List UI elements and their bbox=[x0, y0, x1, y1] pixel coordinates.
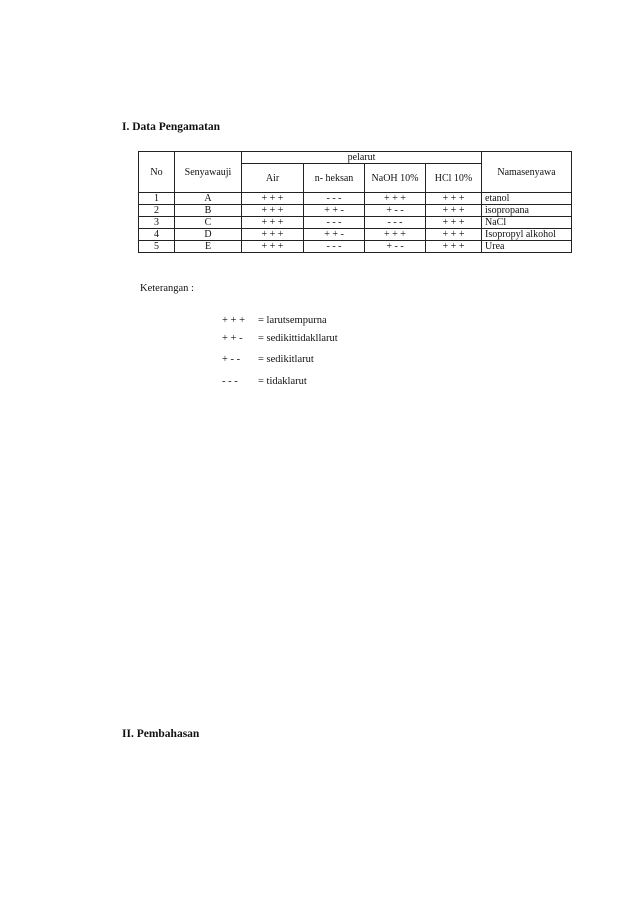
section-title-data-pengamatan: I. Data Pengamatan bbox=[122, 121, 221, 133]
cell-senyawa: E bbox=[175, 241, 242, 253]
cell-air: + + + bbox=[242, 205, 304, 217]
cell-air: + + + bbox=[242, 229, 304, 241]
legend-meaning: = tidaklarut bbox=[258, 376, 307, 387]
cell-no: 2 bbox=[139, 205, 175, 217]
header-senyawa-uji: Senyawauji bbox=[175, 152, 242, 193]
cell-nama: NaCl bbox=[482, 217, 572, 229]
cell-air: + + + bbox=[242, 217, 304, 229]
header-air: Air bbox=[242, 164, 304, 193]
table-row bbox=[139, 217, 572, 229]
legend-item bbox=[222, 333, 338, 344]
cell-nama: Isopropyl alkohol bbox=[482, 229, 572, 241]
legend-meaning: = sedikitlarut bbox=[258, 354, 314, 365]
cell-hcl: + + + bbox=[426, 205, 482, 217]
cell-hcl: + + + bbox=[426, 193, 482, 205]
cell-senyawa: C bbox=[175, 217, 242, 229]
table-row bbox=[139, 193, 572, 205]
cell-air: + + + bbox=[242, 241, 304, 253]
cell-hcl: + + + bbox=[426, 241, 482, 253]
cell-senyawa: D bbox=[175, 229, 242, 241]
cell-no: 4 bbox=[139, 229, 175, 241]
section-title-pembahasan: II. Pembahasan bbox=[122, 728, 200, 740]
cell-senyawa: B bbox=[175, 205, 242, 217]
header-naoh: NaOH 10% bbox=[365, 164, 426, 193]
cell-heksan: + + - bbox=[304, 205, 365, 217]
cell-heksan: + + - bbox=[304, 229, 365, 241]
cell-naoh: + - - bbox=[365, 241, 426, 253]
cell-heksan: - - - bbox=[304, 241, 365, 253]
header-hcl: HCl 10% bbox=[426, 164, 482, 193]
table-row bbox=[139, 205, 572, 217]
legend-meaning: = larutsempurna bbox=[258, 315, 327, 326]
cell-naoh: + + + bbox=[365, 193, 426, 205]
header-n-heksan: n- heksan bbox=[304, 164, 365, 193]
cell-no: 1 bbox=[139, 193, 175, 205]
header-pelarut: pelarut bbox=[242, 152, 482, 164]
table-row bbox=[139, 229, 572, 241]
cell-nama: isopropana bbox=[482, 205, 572, 217]
header-no: No bbox=[139, 152, 175, 193]
cell-air: + + + bbox=[242, 193, 304, 205]
table-row bbox=[139, 241, 572, 253]
legend-symbol: + + - bbox=[222, 333, 243, 344]
cell-naoh: - - - bbox=[365, 217, 426, 229]
legend-item bbox=[222, 315, 327, 326]
cell-no: 3 bbox=[139, 217, 175, 229]
legend-meaning: = sedikittidakllarut bbox=[258, 333, 338, 344]
cell-naoh: + + + bbox=[365, 229, 426, 241]
cell-hcl: + + + bbox=[426, 229, 482, 241]
cell-heksan: - - - bbox=[304, 193, 365, 205]
legend-item bbox=[222, 376, 307, 387]
cell-hcl: + + + bbox=[426, 217, 482, 229]
cell-nama: Urea bbox=[482, 241, 572, 253]
legend-symbol: + + + bbox=[222, 315, 246, 326]
observation-table bbox=[138, 151, 572, 253]
header-nama-senyawa: Namasenyawa bbox=[482, 152, 572, 193]
cell-no: 5 bbox=[139, 241, 175, 253]
cell-nama: etanol bbox=[482, 193, 572, 205]
cell-naoh: + - - bbox=[365, 205, 426, 217]
keterangan-title: Keterangan : bbox=[140, 283, 194, 294]
legend-symbol: + - - bbox=[222, 354, 241, 365]
cell-senyawa: A bbox=[175, 193, 242, 205]
cell-heksan: - - - bbox=[304, 217, 365, 229]
legend-symbol: - - - bbox=[222, 376, 238, 387]
legend-item bbox=[222, 354, 314, 365]
